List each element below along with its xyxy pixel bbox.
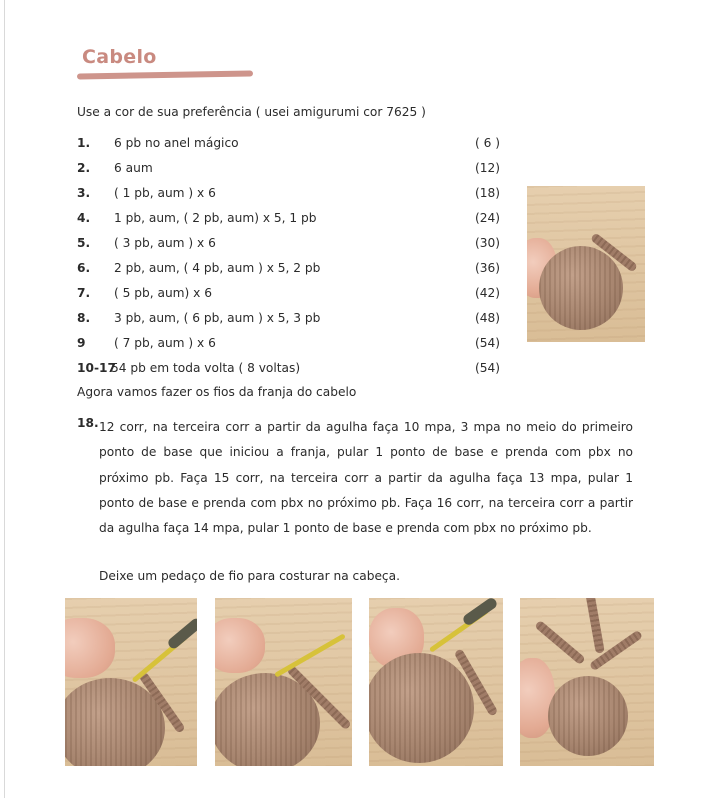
round-instruction: 3 pb, aum, ( 6 pb, aum ) x 5, 3 pb	[114, 311, 321, 325]
round-number: 7.	[77, 286, 91, 300]
section-title: Cabelo	[82, 46, 157, 68]
fringe-strand-shape	[585, 598, 605, 654]
round-number: 3.	[77, 186, 91, 200]
round-row	[77, 336, 507, 354]
round-row	[77, 286, 507, 304]
round-row	[77, 361, 507, 379]
round-row	[77, 261, 507, 279]
round-instruction: 6 pb no anel mágico	[114, 136, 239, 150]
step-photo-2	[215, 598, 352, 766]
round-row	[77, 136, 507, 154]
stitch-count: (54)	[475, 336, 501, 350]
fringe-strand-shape	[534, 620, 586, 665]
stitch-count: (24)	[475, 211, 501, 225]
round-instruction: ( 1 pb, aum ) x 6	[114, 186, 216, 200]
crochet-hook-shape	[274, 633, 346, 677]
round-number: 5.	[77, 236, 91, 250]
step-photo-1	[65, 598, 197, 766]
stitch-count: ( 6 )	[475, 136, 501, 150]
round-row	[77, 161, 507, 179]
stitch-count: (30)	[475, 236, 501, 250]
fringe-intro-text: Agora vamos fazer os fios da franja do cabelo	[77, 385, 357, 399]
title-underline	[77, 70, 253, 79]
round-row	[77, 311, 507, 329]
round-instruction: ( 3 pb, aum ) x 6	[114, 236, 216, 250]
round-row	[77, 236, 507, 254]
round-row	[77, 211, 507, 229]
round-instruction: ( 5 pb, aum) x 6	[114, 286, 213, 300]
round-number: 8.	[77, 311, 91, 325]
step-photo-3	[369, 598, 503, 766]
head-round-photo	[527, 186, 645, 342]
round-instruction: 54 pb em toda volta ( 8 voltas)	[111, 361, 301, 375]
round-number: 1.	[77, 136, 91, 150]
crochet-head-shape	[369, 653, 474, 763]
hook-handle-shape	[166, 616, 197, 650]
round-row	[77, 186, 507, 204]
crochet-head-shape	[548, 676, 628, 756]
stitch-count: (12)	[475, 161, 501, 175]
step-text: 12 corr, na terceira corr a partir da agulha faça 10 mpa, 3 mpa no meio do primeiro ponto de base que iniciou a franja, pular 1 ponto de base e prenda com pbx no próximo pb. Faça 15 corr, na terceira corr a partir da agulha faça 13 mpa, pular 1 ponto de base e prenda com pbx no próximo pb. Faça 16 corr, na terceira corr a partir da agulha faça 14 mpa, pular 1 ponto de base e prenda com pbx no próximo pb.	[99, 420, 633, 536]
stitch-count: (48)	[475, 311, 501, 325]
stitch-count: (42)	[475, 286, 501, 300]
round-number: 6.	[77, 261, 91, 275]
hand-shape	[215, 618, 265, 673]
round-number: 9	[77, 336, 86, 350]
hook-handle-shape	[461, 598, 498, 627]
hand-shape	[65, 618, 115, 678]
step-number: 18.	[77, 416, 99, 430]
step-instruction	[99, 415, 633, 541]
round-instruction: 2 pb, aum, ( 4 pb, aum ) x 5, 2 pb	[114, 261, 321, 275]
sewing-note: Deixe um pedaço de fio para costurar na cabeça.	[99, 569, 400, 583]
round-number: 2.	[77, 161, 91, 175]
page-edge-divider	[4, 0, 5, 798]
round-number: 4.	[77, 211, 91, 225]
round-instruction: 1 pb, aum, ( 2 pb, aum) x 5, 1 pb	[114, 211, 317, 225]
stitch-count: (36)	[475, 261, 501, 275]
stitch-count: (18)	[475, 186, 501, 200]
step-photo-4	[520, 598, 654, 766]
intro-text: Use a cor de sua preferência ( usei amigurumi cor 7625 )	[77, 105, 426, 119]
crochet-head-shape	[539, 246, 623, 330]
round-instruction: ( 7 pb, aum ) x 6	[114, 336, 216, 350]
stitch-count: (54)	[475, 361, 501, 375]
round-number: 10-17	[77, 361, 116, 375]
round-instruction: 6 aum	[114, 161, 153, 175]
